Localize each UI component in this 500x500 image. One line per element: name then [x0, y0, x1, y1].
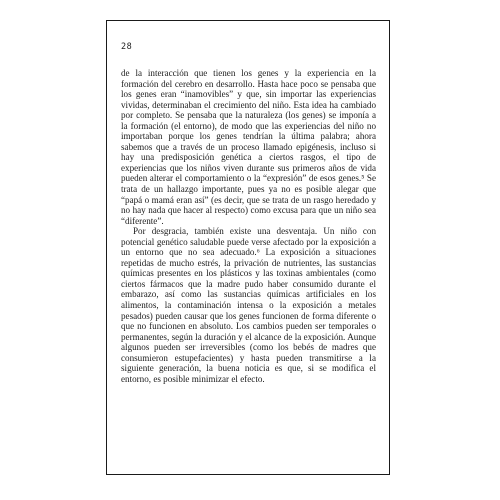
paragraph-2: Por desgracia, también existe una desventaja. Un niño con potencial genético saludable puede verse afectado por la exposición a un entorno que no sea adecuado.⁶ La exposición a situaciones repetidas de mucho estrés, la privación de nutrientes, las sustancias químicas presentes en los plásticos y las toxinas ambientales (como ciertos fármacos que la madre pudo haber consumido durante el embarazo, así como las sustancias químicas artificiales en los alimentos, la contaminación intensa o la exposición a metales pesados) pueden causar que los genes funcionen de forma diferente o que no funcionen en absoluto. Los cambios pueden ser temporales o permanentes, según la duración y el alcance de la exposición. Aunque algunos pueden ser irreversibles (como los bebés de madres que consumieron estupefacientes) y hasta pueden transmitirse a la siguiente generación, la buena noticia es que, si se modifica el entorno, es posible minimizar el efecto. — [121, 226, 376, 384]
body-text — [121, 68, 376, 384]
page-number: 28 — [121, 42, 133, 52]
paragraph-1: de la interacción que tienen los genes y la experiencia en la formación del cerebro en desarrollo. Hasta hace poco se pensaba que los genes eran “inamovibles” y que, sin importar las experiencias vividas, determinaban el crecimiento del niño. Esta idea ha cambiado por completo. Se pensaba que la naturaleza (los genes) se imponía a la formación (el entorno), de modo que las experiencias del niño no importaban porque los genes tendrían la última palabra; ahora sabemos que a través de un proceso llamado epigénesis, incluso si hay una predisposición genética a ciertos rasgos, el tipo de experiencias que los niños viven durante sus primeros años de vida pueden alterar el comportamiento o la “expresión” de esos genes.⁵ Se trata de un hallazgo importante, pues ya no es posible alegar que “papá o mamá eran así” (es decir, que se trata de un rasgo heredado y no hay nada que hacer al respecto) como excusa para que un niño sea “diferente”. — [121, 68, 376, 226]
book-page — [106, 20, 390, 475]
